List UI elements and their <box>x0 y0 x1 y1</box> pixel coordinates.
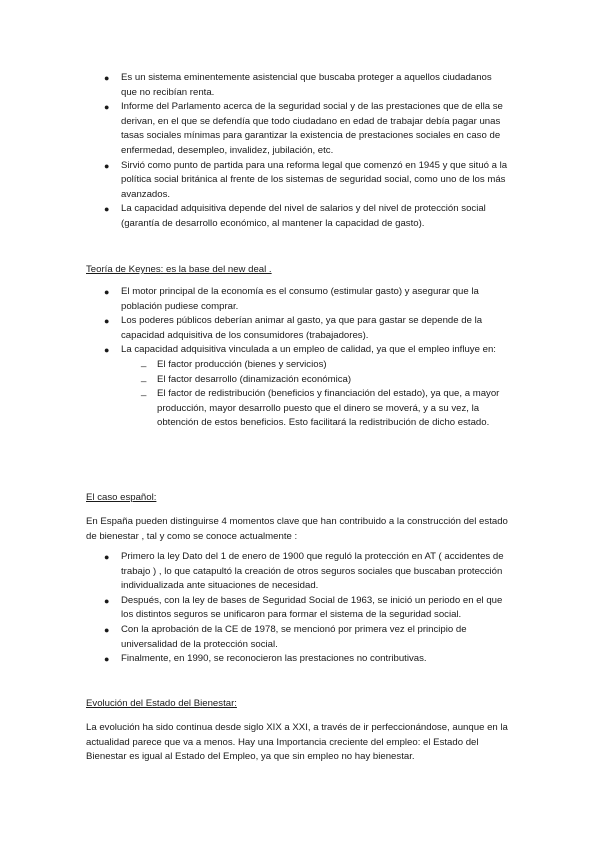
dash-icon: _ <box>141 386 147 398</box>
list-item <box>0 652 517 667</box>
list-item <box>0 71 509 100</box>
sub-list-item-text: El factor producción (bienes y servicios) <box>157 358 327 370</box>
spain-intro: En España pueden distinguirse 4 momentos clave que han contribuido a la construcción del estado de bienestar , tal y como se conoce actualmente : <box>86 516 508 542</box>
list-item <box>0 159 509 203</box>
sub-list-item <box>0 387 507 431</box>
list-item-text: Informe del Parlamento acerca de la seguridad social y de las prestaciones que de ella se derivan, en el que se defendía que todo ciudadano en edad de trabajar debía pagar unas tasas sociales mínimas para garantizar la existencia de prestaciones sociales en caso de enfermedad, desempleo, invalidez, jubilación, etc. <box>121 101 503 156</box>
sub-list-item-text: El factor desarrollo (dinamización económica) <box>157 373 352 385</box>
list-item-text: Finalmente, en 1990, se reconocieron las prestaciones no contributivas. <box>121 653 427 665</box>
intro-bullet-list <box>0 71 509 232</box>
bullet-icon: ● <box>104 287 110 297</box>
list-item-text: La capacidad adquisitiva depende del nivel de salarios y del nivel de protección social (garantía de desarrollo económico, al mantener la capacidad de gasto). <box>121 203 486 229</box>
bullet-icon: ● <box>104 624 110 635</box>
list-item-text: Sirvió como punto de partida para una reforma legal que comenzó en 1945 y que situó a la política social británica al frente de los sistemas de seguridad social, como uno de los más avanzados. <box>121 159 508 200</box>
dash-icon: _ <box>141 371 147 383</box>
list-item <box>0 314 509 343</box>
list-item-text: Con la aprobación de la CE de 1978, se mencionó por primera vez el principio de universalidad de la protección social. <box>121 623 467 650</box>
sub-list-item <box>0 358 507 373</box>
bullet-icon: ● <box>104 552 110 562</box>
list-item-text: Es un sistema eminentemente asistencial que buscaba proteger a aquellos ciudadanos que no recibían renta. <box>121 72 492 98</box>
bullet-icon: ● <box>104 595 110 606</box>
bullet-icon: ● <box>104 73 110 83</box>
bullet-icon: ● <box>104 654 110 665</box>
spain-bullet-list <box>0 550 517 667</box>
list-item <box>0 100 509 158</box>
list-item-text: Después, con la ley de bases de Seguridad Social de 1963, se inició un periodo en el que los distintos seguros se unificaron para formar el sistema de la seguridad social. <box>121 594 503 621</box>
keynes-heading: Teoría de Keynes: es la base del new deal . <box>86 264 272 275</box>
evolution-heading: Evolución del Estado del Bienestar: <box>86 698 237 709</box>
dash-icon: _ <box>141 356 147 368</box>
list-item <box>0 285 509 314</box>
bullet-icon: ● <box>104 345 110 356</box>
list-item-text: La capacidad adquisitiva vinculada a un empleo de calidad, ya que el empleo influye en: <box>121 344 496 356</box>
spain-heading: El caso español: <box>86 492 157 503</box>
factor-sub-list <box>0 358 509 431</box>
keynes-bullet-list <box>0 285 509 431</box>
list-item-text: Primero la ley Dato del 1 de enero de 1900 que reguló la protección en AT ( accidentes de trabajo ) , lo que catapultó la creación de otros seguros sociales que buscaban protección individualizada ante situaciones de necesidad. <box>121 551 504 592</box>
list-item <box>0 550 517 594</box>
sub-list-item-text: El factor de redistribución (beneficios y financiación del estado), ya que, a mayor producción, mayor desarrollo puesto que el dinero se moverá, y a su vez, la obtención de estos beneficios. Esto facilitará la redistribución de dicho estado. <box>157 388 500 429</box>
evolution-paragraph: La evolución ha sido continua desde siglo XIX a XXI, a través de ir perfeccionándose, aunque en la actualidad parece que va a menos. Hay una Importancia creciente del empleo: el Estado del Bienestar es igual al Estado del Empleo, ya que sin empleo no hay bienestar. <box>86 722 508 763</box>
list-item <box>0 202 509 231</box>
bullet-icon: ● <box>104 160 110 171</box>
sub-list-item <box>0 373 507 388</box>
bullet-icon: ● <box>104 316 110 327</box>
bullet-icon: ● <box>104 102 110 113</box>
list-item-text: El motor principal de la economía es el consumo (estimular gasto) y asegurar que la población pudiese comprar. <box>121 286 479 312</box>
list-item <box>0 594 517 623</box>
list-item <box>0 623 517 652</box>
list-item <box>0 343 509 358</box>
list-item-text: Los poderes públicos deberían animar al gasto, ya que para gastar se depende de la capacidad adquisitiva de los consumidores (trabajadores). <box>121 315 483 341</box>
bullet-icon: ● <box>104 204 110 215</box>
